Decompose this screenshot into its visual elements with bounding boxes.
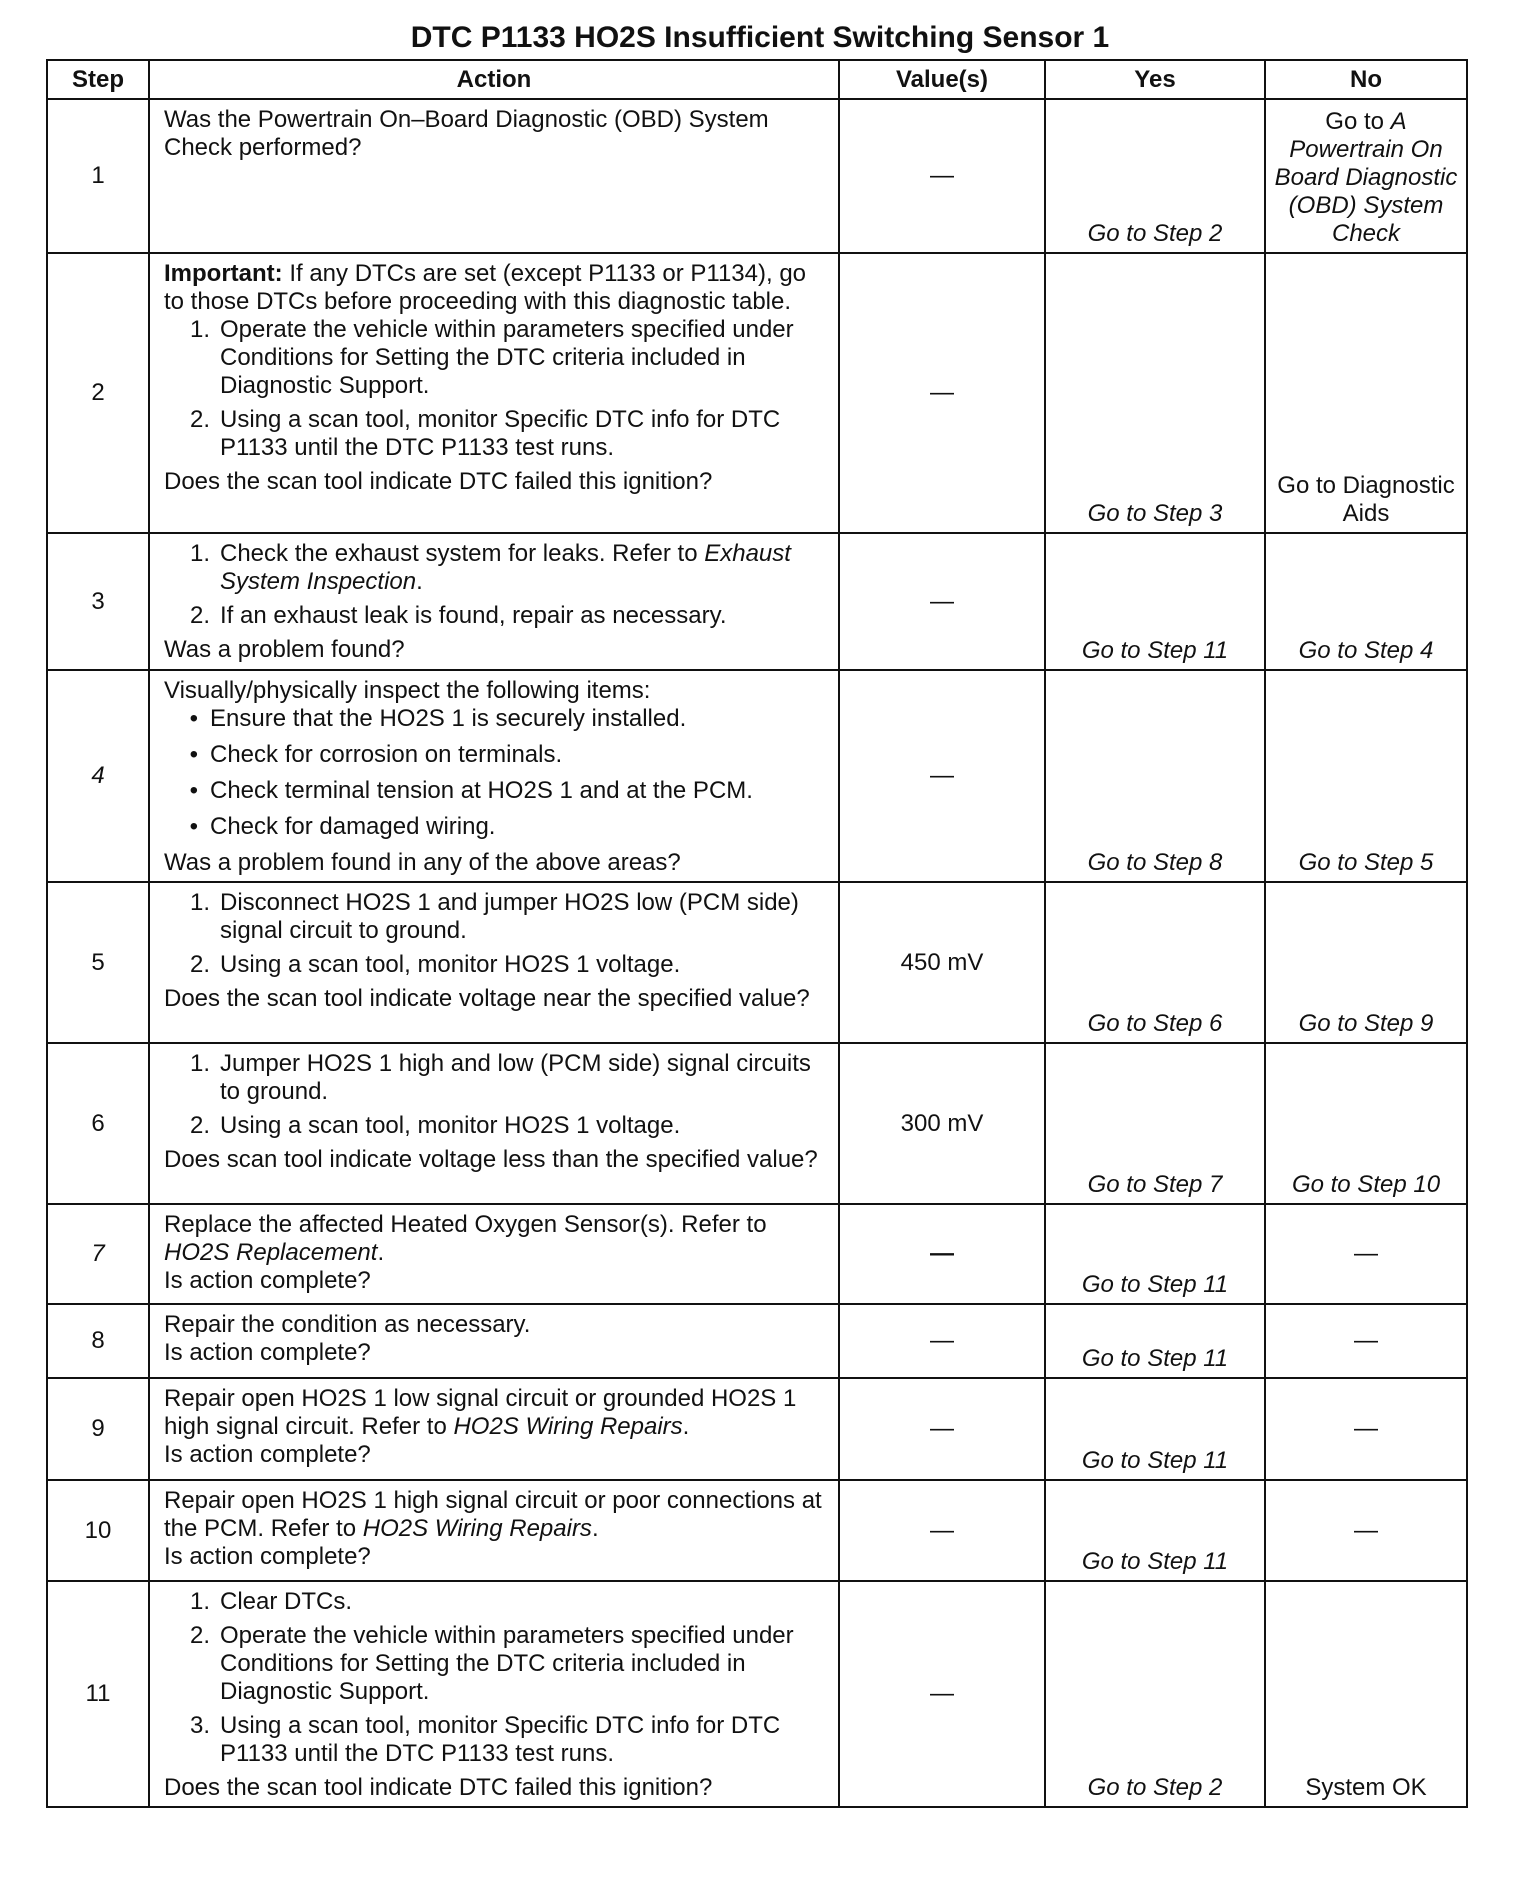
no-reference: A Powertrain On Board Diagnostic (OBD) System Check xyxy=(1274,108,1458,247)
header-yes: Yes xyxy=(1045,60,1265,99)
no-cell: — xyxy=(1265,1204,1467,1304)
no-cell: Go to Diagnostic Aids xyxy=(1265,253,1467,533)
item-number: 1. xyxy=(189,1588,210,1615)
important-text: If any DTCs are set (except P1133 or P1134), go to those DTCs before proceeding with this diagnostic table. xyxy=(164,260,807,315)
action-cell xyxy=(149,99,839,253)
table-row-step-7 xyxy=(47,1204,1467,1304)
step-number: 2 xyxy=(47,253,149,533)
yes-cell: Go to Step 11 xyxy=(1045,1204,1265,1304)
value-cell: 450 mV xyxy=(839,882,1045,1043)
action-cell xyxy=(149,1480,839,1581)
important-label: Important: xyxy=(164,260,283,287)
action-text-end: . xyxy=(682,1413,690,1440)
table-row-step-2 xyxy=(47,253,1467,533)
list-item xyxy=(164,1588,828,1616)
list-item xyxy=(164,951,828,979)
action-reference: HO2S Wiring Repairs xyxy=(453,1413,683,1440)
item-text: If an exhaust leak is found, repair as necessary. xyxy=(220,602,727,629)
step-number: 3 xyxy=(47,533,149,670)
no-cell: Go to Step 10 xyxy=(1265,1043,1467,1204)
action-question: Is action complete? xyxy=(164,1339,371,1366)
action-text-start: Repair open HO2S 1 high signal circuit or poor connections at the PCM. Refer to xyxy=(164,1487,822,1542)
header-values: Value(s) xyxy=(839,60,1045,99)
action-reference: HO2S Replacement xyxy=(164,1239,378,1266)
action-cell xyxy=(149,253,839,533)
item-text: Using a scan tool, monitor Specific DTC info for DTC P1133 until the DTC P1133 test runs. xyxy=(220,406,781,461)
value-cell: — xyxy=(839,1581,1045,1807)
bullet-icon: • xyxy=(189,777,198,804)
item-number: 1. xyxy=(189,1050,210,1077)
list-item xyxy=(164,741,828,769)
action-steps-list xyxy=(164,540,828,630)
list-item xyxy=(164,705,828,733)
item-number: 2. xyxy=(189,602,210,629)
step-number: 4 xyxy=(47,670,149,882)
value-cell: — xyxy=(839,1480,1045,1581)
action-text: Was the Powertrain On–Board Diagnostic (OBD) System Check performed? xyxy=(164,106,769,161)
action-question: Does the scan tool indicate voltage near the specified value? xyxy=(164,985,810,1012)
step-number: 1 xyxy=(47,99,149,253)
action-cell xyxy=(149,533,839,670)
header-step: Step xyxy=(47,60,149,99)
item-text: Using a scan tool, monitor Specific DTC info for DTC P1133 until the DTC P1133 test runs. xyxy=(220,1712,781,1767)
no-cell: System OK xyxy=(1265,1581,1467,1807)
value-cell: — xyxy=(839,1204,1045,1304)
item-number: 1. xyxy=(189,540,210,567)
table-row-step-11 xyxy=(47,1581,1467,1807)
value-cell: — xyxy=(839,670,1045,882)
no-cell: — xyxy=(1265,1304,1467,1378)
item-text: Using a scan tool, monitor HO2S 1 voltage. xyxy=(220,1112,681,1139)
item-number: 2. xyxy=(189,1622,210,1649)
bullet-icon: • xyxy=(189,813,198,840)
list-item xyxy=(164,1712,828,1768)
bullet-icon: • xyxy=(189,741,198,768)
item-text: Operate the vehicle within parameters specified under Conditions for Setting the DTC criteria included in Diagnostic Support. xyxy=(220,1622,794,1705)
action-steps-list xyxy=(164,316,828,462)
action-intro: Visually/physically inspect the following items: xyxy=(164,677,651,704)
item-text: Jumper HO2S 1 high and low (PCM side) signal circuits to ground. xyxy=(220,1050,811,1105)
action-question: Does the scan tool indicate DTC failed this ignition? xyxy=(164,468,713,495)
page-title: DTC P1133 HO2S Insufficient Switching Sensor 1 xyxy=(410,21,1110,54)
action-question: Is action complete? xyxy=(164,1441,371,1468)
table-row-step-9 xyxy=(47,1378,1467,1480)
no-cell: Go to Step 5 xyxy=(1265,670,1467,882)
item-number: 2. xyxy=(189,951,210,978)
bullet-icon: • xyxy=(189,705,198,732)
value-cell: — xyxy=(839,99,1045,253)
action-question: Is action complete? xyxy=(164,1543,371,1570)
no-cell: Go to Step 9 xyxy=(1265,882,1467,1043)
important-note xyxy=(164,260,828,316)
action-cell xyxy=(149,670,839,882)
action-cell xyxy=(149,1581,839,1807)
action-question: Is action complete? xyxy=(164,1267,371,1294)
list-item xyxy=(164,406,828,462)
step-number: 6 xyxy=(47,1043,149,1204)
action-steps-list xyxy=(164,1588,828,1768)
list-item xyxy=(164,602,828,630)
item-number: 1. xyxy=(189,889,210,916)
yes-cell: Go to Step 11 xyxy=(1045,1304,1265,1378)
header-action: Action xyxy=(149,60,839,99)
table-row-step-5 xyxy=(47,882,1467,1043)
step-number: 11 xyxy=(47,1581,149,1807)
no-prefix: Go to xyxy=(1325,108,1391,135)
yes-cell: Go to Step 7 xyxy=(1045,1043,1265,1204)
yes-cell: Go to Step 8 xyxy=(1045,670,1265,882)
item-reference: Exhaust System Inspection xyxy=(220,540,791,595)
action-question: Does the scan tool indicate DTC failed this ignition? xyxy=(164,1774,713,1801)
list-item xyxy=(164,889,828,945)
table-row-step-6 xyxy=(47,1043,1467,1204)
item-text: Check for damaged wiring. xyxy=(210,813,496,840)
action-cell xyxy=(149,882,839,1043)
header-no: No xyxy=(1265,60,1467,99)
item-text: Check terminal tension at HO2S 1 and at the PCM. xyxy=(210,777,753,804)
yes-cell: Go to Step 2 xyxy=(1045,99,1265,253)
list-item xyxy=(164,316,828,400)
item-number: 1. xyxy=(189,316,210,343)
action-cell xyxy=(149,1043,839,1204)
list-item xyxy=(164,1050,828,1106)
action-text-end: . xyxy=(591,1515,599,1542)
table-row-step-10 xyxy=(47,1480,1467,1581)
item-text-end: . xyxy=(416,568,423,595)
action-question: Was a problem found? xyxy=(164,636,405,663)
item-text: Ensure that the HO2S 1 is securely installed. xyxy=(210,705,687,732)
item-text: Using a scan tool, monitor HO2S 1 voltage. xyxy=(220,951,681,978)
table-row-step-1 xyxy=(47,99,1467,253)
action-cell xyxy=(149,1304,839,1378)
value-cell: — xyxy=(839,1378,1045,1480)
step-number: 5 xyxy=(47,882,149,1043)
item-text xyxy=(220,540,828,596)
item-text: Disconnect HO2S 1 and jumper HO2S low (PCM side) signal circuit to ground. xyxy=(220,889,799,944)
action-text-start: Repair open HO2S 1 low signal circuit or grounded HO2S 1 high signal circuit. Refer to xyxy=(164,1385,797,1440)
list-item xyxy=(164,777,828,805)
table-row-step-3 xyxy=(47,533,1467,670)
action-reference: HO2S Wiring Repairs xyxy=(362,1515,592,1542)
value-cell: — xyxy=(839,533,1045,670)
step-number: 10 xyxy=(47,1480,149,1581)
no-cell xyxy=(1265,99,1467,253)
action-steps-list xyxy=(164,1050,828,1140)
value-cell: — xyxy=(839,1304,1045,1378)
item-text: Operate the vehicle within parameters specified under Conditions for Setting the DTC criteria included in Diagnostic Support. xyxy=(220,316,794,399)
yes-cell: Go to Step 2 xyxy=(1045,1581,1265,1807)
list-item xyxy=(164,540,828,596)
diagnostic-table xyxy=(46,59,1468,1808)
yes-cell: Go to Step 3 xyxy=(1045,253,1265,533)
action-text xyxy=(164,1487,828,1543)
step-number: 8 xyxy=(47,1304,149,1378)
action-text: Repair the condition as necessary. xyxy=(164,1311,531,1338)
item-number: 2. xyxy=(189,406,210,433)
action-cell xyxy=(149,1204,839,1304)
action-question: Was a problem found in any of the above areas? xyxy=(164,849,681,876)
yes-cell: Go to Step 11 xyxy=(1045,533,1265,670)
item-text: Check for corrosion on terminals. xyxy=(210,741,563,768)
step-number: 9 xyxy=(47,1378,149,1480)
action-question: Does scan tool indicate voltage less than the specified value? xyxy=(164,1146,818,1173)
table-row-step-8 xyxy=(47,1304,1467,1378)
table-row-step-4 xyxy=(47,670,1467,882)
step-number: 7 xyxy=(47,1204,149,1304)
inspection-list xyxy=(164,705,828,841)
list-item xyxy=(164,1112,828,1140)
action-text-end: . xyxy=(377,1239,385,1266)
item-number: 2. xyxy=(189,1112,210,1139)
no-cell: — xyxy=(1265,1378,1467,1480)
item-text: Clear DTCs. xyxy=(220,1588,353,1615)
action-steps-list xyxy=(164,889,828,979)
value-cell: — xyxy=(839,253,1045,533)
no-cell: Go to Step 4 xyxy=(1265,533,1467,670)
item-text-start: Check the exhaust system for leaks. Refer to xyxy=(220,540,705,567)
item-number: 3. xyxy=(189,1712,210,1739)
no-cell: — xyxy=(1265,1480,1467,1581)
yes-cell: Go to Step 11 xyxy=(1045,1480,1265,1581)
action-cell xyxy=(149,1378,839,1480)
list-item xyxy=(164,1622,828,1706)
action-text xyxy=(164,1385,828,1441)
yes-cell: Go to Step 11 xyxy=(1045,1378,1265,1480)
yes-cell: Go to Step 6 xyxy=(1045,882,1265,1043)
list-item xyxy=(164,813,828,841)
action-text-start: Replace the affected Heated Oxygen Sensor(s). Refer to xyxy=(164,1211,767,1238)
value-cell: 300 mV xyxy=(839,1043,1045,1204)
table-header-row xyxy=(47,60,1467,99)
action-text xyxy=(164,1211,828,1267)
